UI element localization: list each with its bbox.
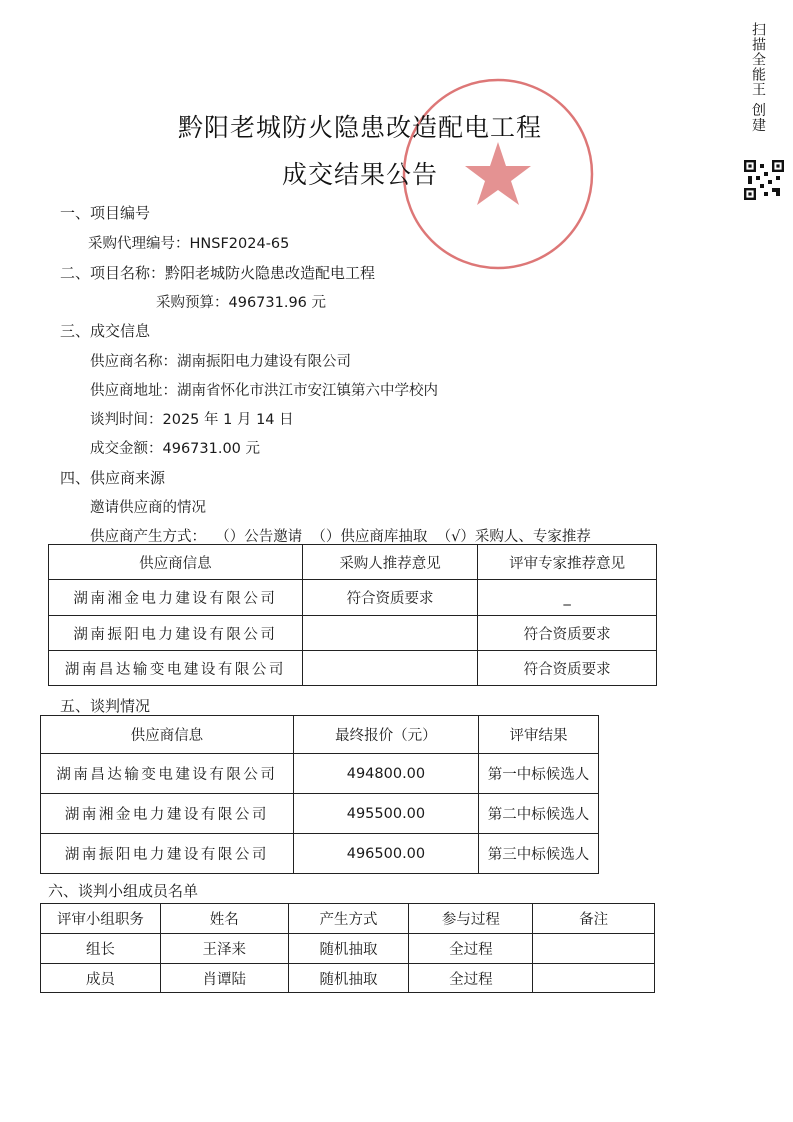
table-cell: 符合资质要求 bbox=[302, 580, 478, 616]
section-1-heading: 一、项目编号 bbox=[60, 204, 151, 222]
supplier-name: 供应商名称：湖南振阳电力建设有限公司 bbox=[90, 354, 351, 370]
table-row bbox=[41, 964, 655, 993]
table-cell: 湖南湘金电力建设有限公司 bbox=[41, 794, 294, 834]
deal-amount: 成交金额：496731.00 元 bbox=[90, 441, 261, 457]
table-cell: 随机抽取 bbox=[288, 964, 409, 993]
table-cell: 湖南振阳电力建设有限公司 bbox=[49, 616, 303, 651]
invite-label: 邀请供应商的情况 bbox=[90, 500, 206, 516]
table-row bbox=[41, 794, 599, 834]
table-header-cell: 姓名 bbox=[160, 904, 288, 934]
table-cell: 第二中标候选人 bbox=[479, 794, 599, 834]
table-cell bbox=[302, 651, 478, 686]
section-6-heading: 六、谈判小组成员名单 bbox=[48, 882, 199, 900]
table-cell: 湖南振阳电力建设有限公司 bbox=[41, 834, 294, 874]
table-header-row bbox=[41, 716, 599, 754]
table-header-cell: 评审小组职务 bbox=[41, 904, 161, 934]
table-row bbox=[49, 651, 657, 686]
table-cell: 湖南湘金电力建设有限公司 bbox=[49, 580, 303, 616]
section-2-heading: 二、项目名称：黔阳老城防火隐患改造配电工程 bbox=[60, 264, 376, 282]
table-cell bbox=[533, 934, 655, 964]
table-cell: 成员 bbox=[41, 964, 161, 993]
table-header-cell: 供应商信息 bbox=[41, 716, 294, 754]
table-header-cell: 评审专家推荐意见 bbox=[478, 545, 657, 580]
table-header-cell: 评审结果 bbox=[479, 716, 599, 754]
table-row bbox=[41, 754, 599, 794]
qr-code-icon bbox=[744, 160, 784, 200]
recommendation-table bbox=[48, 544, 657, 686]
table-cell: 全过程 bbox=[409, 934, 533, 964]
supplier-address: 供应商地址：湖南省怀化市洪江市安江镇第六中学校内 bbox=[90, 383, 438, 399]
table-cell: _ bbox=[478, 580, 657, 616]
table-cell bbox=[533, 964, 655, 993]
table-cell bbox=[302, 616, 478, 651]
table-cell: 湖南昌达输变电建设有限公司 bbox=[41, 754, 294, 794]
table-cell: 第三中标候选人 bbox=[479, 834, 599, 874]
table-cell: 494800.00 bbox=[293, 754, 478, 794]
negotiation-table bbox=[40, 715, 599, 874]
table-row bbox=[49, 580, 657, 616]
table-cell: 组长 bbox=[41, 934, 161, 964]
table-cell: 第一中标候选人 bbox=[479, 754, 599, 794]
table-cell: 湖南昌达输变电建设有限公司 bbox=[49, 651, 303, 686]
table-cell: 随机抽取 bbox=[288, 934, 409, 964]
scanner-watermark-text: 扫描全能王 创建 bbox=[750, 22, 766, 133]
table-header-row bbox=[41, 904, 655, 934]
table-header-cell: 供应商信息 bbox=[49, 545, 303, 580]
table-header-cell: 最终报价（元） bbox=[293, 716, 478, 754]
budget: 采购预算：496731.96 元 bbox=[156, 295, 327, 311]
table-header-cell: 采购人推荐意见 bbox=[302, 545, 478, 580]
supplier-source-method: 供应商产生方式： （）公告邀请 （）供应商库抽取 （√）采购人、专家推荐 bbox=[90, 529, 591, 545]
table-cell: 495500.00 bbox=[293, 794, 478, 834]
section-4-heading: 四、供应商来源 bbox=[60, 469, 166, 487]
table-cell: 王泽来 bbox=[160, 934, 288, 964]
document-subtitle: 成交结果公告 bbox=[281, 160, 438, 189]
table-header-cell: 产生方式 bbox=[288, 904, 409, 934]
table-header-cell: 备注 bbox=[533, 904, 655, 934]
table-header-cell: 参与过程 bbox=[409, 904, 533, 934]
table-cell: 符合资质要求 bbox=[478, 616, 657, 651]
table-cell: 全过程 bbox=[409, 964, 533, 993]
table-cell: 肖谭陆 bbox=[160, 964, 288, 993]
table-header-row bbox=[49, 545, 657, 580]
section-5-heading: 五、谈判情况 bbox=[60, 697, 151, 715]
negotiation-time: 谈判时间：2025 年 1 月 14 日 bbox=[90, 412, 294, 428]
document-title: 黔阳老城防火隐患改造配电工程 bbox=[177, 113, 542, 142]
section-3-heading: 三、成交信息 bbox=[60, 322, 151, 340]
table-row bbox=[41, 834, 599, 874]
table-cell: 496500.00 bbox=[293, 834, 478, 874]
table-row bbox=[49, 616, 657, 651]
table-row bbox=[41, 934, 655, 964]
agency-code: 采购代理编号：HNSF2024-65 bbox=[88, 236, 290, 252]
panel-members-table bbox=[40, 903, 655, 993]
table-cell: 符合资质要求 bbox=[478, 651, 657, 686]
